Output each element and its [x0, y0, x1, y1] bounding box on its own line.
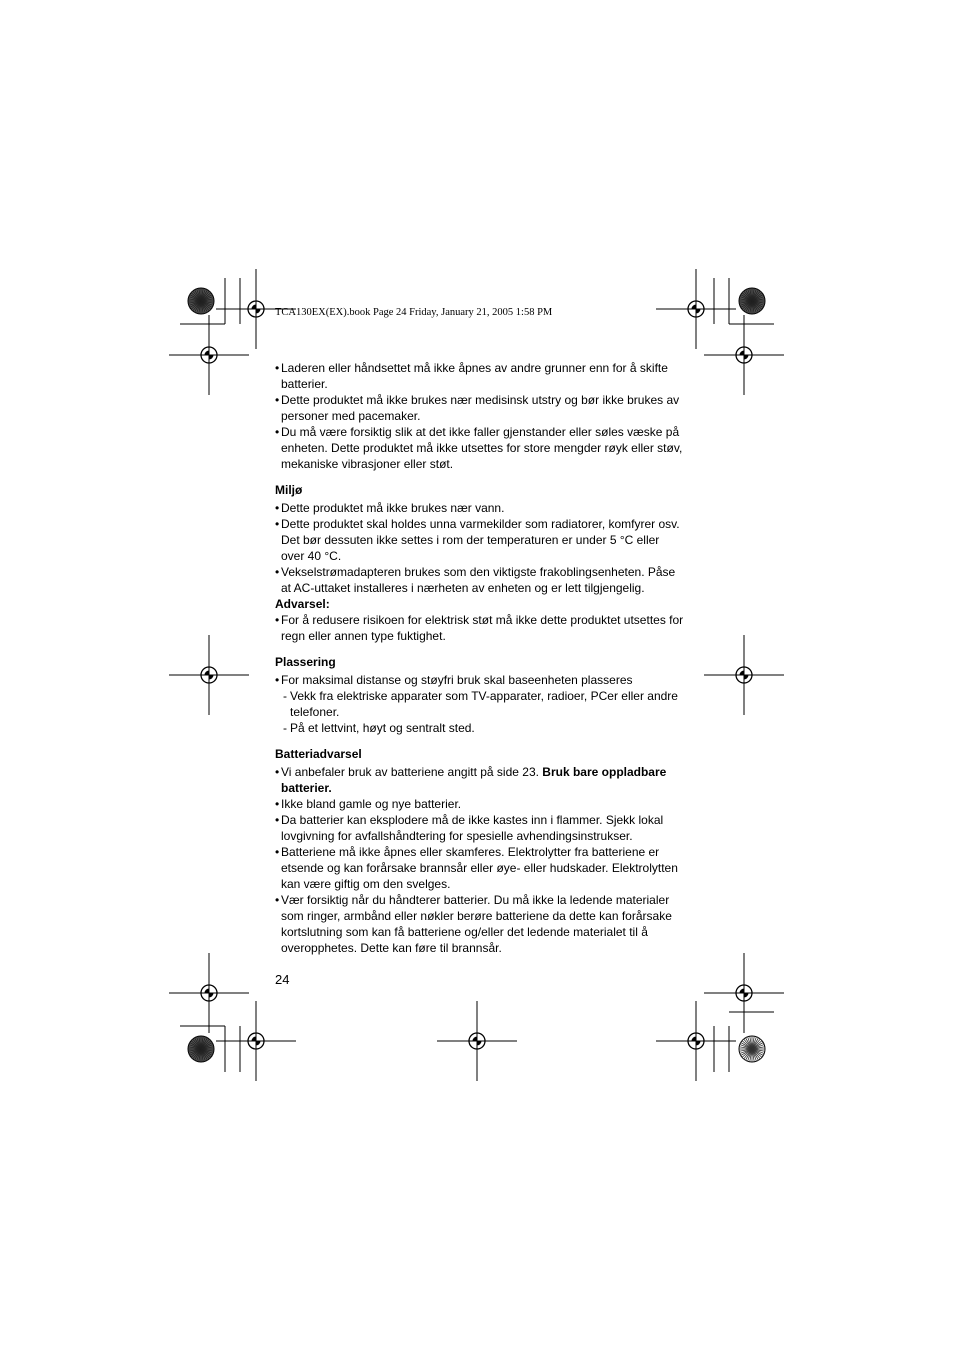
bullet: •	[275, 893, 280, 907]
sub-list-item: - Vekk fra elektriske apparater som TV-apparater, radioer, PCer eller andre telefoner.	[283, 689, 678, 719]
registration-quadrants	[692, 305, 701, 314]
list-item: • For maksimal distanse og støyfri bruk skal baseenheten plasseres	[275, 673, 633, 687]
print-header: TCA130EX(EX).book Page 24 Friday, January 21, 2005 1:58 PM	[275, 307, 553, 318]
bullet: •	[275, 765, 280, 779]
section-heading-plassering: Plassering	[275, 655, 336, 669]
list-item: • For å redusere risikoen for elektrisk støt må ikke dette produktet utsettes for regn eller annen type fuktighet.	[275, 613, 684, 643]
page-number: 24	[275, 972, 290, 987]
list-item: • Vi anbefaler bruk av batteriene angitt på side 23. Bruk bare oppladbare batterier.	[275, 765, 667, 795]
list-item: • Du må være forsiktig slik at det ikke faller gjenstander eller søles væske på enheten. Dette produktet må ikke utsettes for store mengder røyk eller støv, mekaniske vibrasjoner eller støt.	[275, 425, 683, 471]
section-heading-miljo: Miljø	[275, 483, 303, 497]
list-item: • Batteriene må ikke åpnes eller skamferes. Elektrolytter fra batteriene er etsende og kan forårsake brannsår eller øye- eller hudskader. Elektrolytten kan være giftig om den svelges.	[275, 845, 678, 891]
list-item: • Dette produktet må ikke brukes nær vann.	[275, 501, 505, 515]
registration-quadrants	[205, 989, 214, 998]
list-item: • Laderen eller håndsettet må ikke åpnes av andre grunner enn for å skifte batterier.	[275, 361, 668, 391]
list-item: • Vær forsiktig når du håndterer batterier. Du må ikke la ledende materialer som ringer, armbånd eller nøkler berøre batteriene da dette kan forårsake kortslutning som kan få batteriene og/eller det ledende materialet til å overopphetes. Dette kan føre til brannsår.	[275, 893, 672, 955]
bullet: •	[275, 797, 280, 811]
bullet: •	[275, 673, 280, 687]
page-content	[275, 360, 685, 956]
section-heading-batteriadvarsel: Batteriadvarsel	[275, 747, 362, 761]
bullet: •	[275, 425, 280, 439]
registration-quadrants	[740, 671, 749, 680]
starburst-mark	[739, 288, 765, 314]
list-item: • Vekselstrømadapteren brukes som den viktigste frakoblingsenheten. Påse at AC-uttaket installeres i nærheten av enheten og er lett tilgjengelig.	[275, 565, 676, 595]
bullet: •	[275, 393, 280, 407]
bold-emphasis: Bruk bare oppladbare batterier.	[281, 765, 667, 795]
registration-quadrants	[252, 305, 261, 314]
dash: -	[283, 689, 287, 703]
starburst-mark	[188, 288, 214, 314]
list-item: • Dette produktet må ikke brukes nær medisinsk utstry og bør ikke brukes av personer med pacemaker.	[275, 393, 680, 423]
registration-quadrants	[740, 989, 749, 998]
intro-list	[275, 360, 685, 472]
sub-list-item: - På et lettvint, høyt og sentralt sted.	[283, 721, 475, 735]
starburst-mark	[188, 1036, 214, 1062]
bullet: •	[275, 517, 280, 531]
registration-quadrants	[205, 671, 214, 680]
bullet: •	[275, 613, 280, 627]
registration-quadrants	[473, 1037, 482, 1046]
registration-quadrants	[205, 351, 214, 360]
dash: -	[283, 721, 287, 735]
bullet: •	[275, 565, 280, 579]
list-item: • Da batterier kan eksplodere må de ikke kastes inn i flammer. Sjekk lokal lovgivning for avfallshåndtering for spesielle avhendingsinstrukser.	[275, 813, 664, 843]
bullet: •	[275, 501, 280, 515]
section-heading-advarsel: Advarsel:	[275, 597, 330, 611]
list-item: • Dette produktet skal holdes unna varmekilder som radiatorer, komfyrer osv. Det bør dessuten ikke settes i rom der temperaturen er under 5 °C eller over 40 °C.	[275, 517, 680, 563]
list-item: • Ikke bland gamle og nye batterier.	[275, 797, 462, 811]
bullet: •	[275, 845, 280, 859]
bullet: •	[275, 361, 280, 375]
starburst-mark	[739, 1036, 765, 1062]
registration-quadrants	[740, 351, 749, 360]
bullet: •	[275, 813, 280, 827]
registration-quadrants	[692, 1037, 701, 1046]
registration-quadrants	[252, 1037, 261, 1046]
